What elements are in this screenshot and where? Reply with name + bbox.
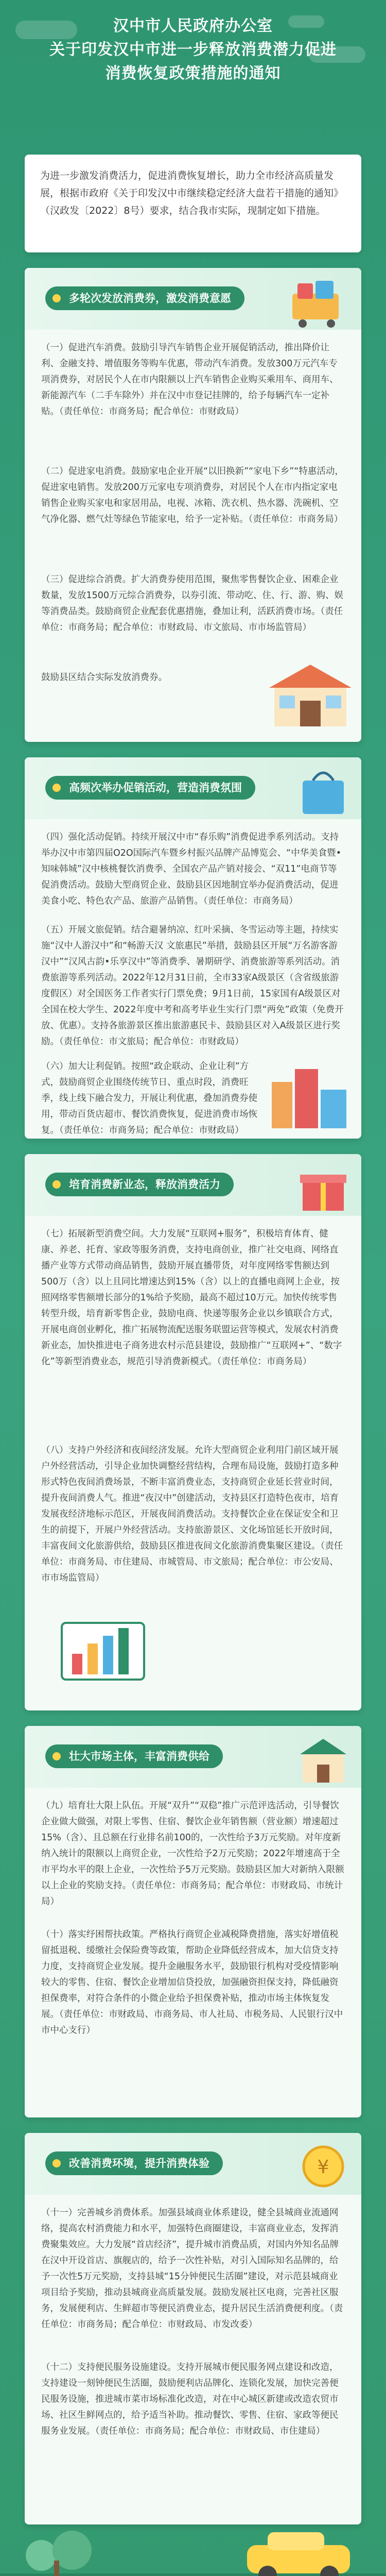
gift-box-icon xyxy=(292,1159,354,1216)
paragraph: （六）加大让利促销。按照“政企联动、企业让利”方式，鼓励商贸企业围绕传统节日、重点时段，消费旺季，线上线下融合发力，开展让利优惠，叠加消费券使用，带动百货店超市、餐饮消费恢复，促进消费市场恢复。（责任单位：市商务局；配合单位：市财政局） xyxy=(41,1061,257,1136)
cloud-decoration xyxy=(15,21,77,39)
shopping-bag-icon xyxy=(292,762,354,819)
bullet-icon xyxy=(52,294,61,302)
section-new-business-forms xyxy=(25,1154,361,1710)
svg-text:¥: ¥ xyxy=(317,2157,329,2178)
paragraph: （七）拓展新型消费空间。大力发展“互联网+服务”，积极培育体育、健康、养老、托育、家政等服务消费，支持电商创业，推广社交电商、网络直播产业等方式带动商品销售，鼓励开展直播带货，对年度网络零售额达到500万（含）以上且同比增速达到15%（含）以上的直播电商网上企业，按照网络零售额增长部分的1%给予奖励，最高不超过10万元。加快传统零售转型升级，培育新零售企业，鼓励电商、快递等服务企业以乡镇联合方式，开展电商创业孵化，推广拓展物流配送服务联盟运营等模式，发展农村消费新业态，加快推进电子商务进农村示范县建设，鼓励推广“互联网+”、“数字化”等新型消费业态，规范引导消费新模式。（责任单位：市商务局） xyxy=(41,1229,342,1367)
title-line-1: 汉中市人民政府办公室 xyxy=(113,17,273,35)
cloud-decoration xyxy=(309,46,365,63)
section-title: 壮大市场主体，丰富消费供给 xyxy=(45,1744,223,1768)
paragraph: （十）落实纾困帮扶政策。严格执行商贸企业减税降费措施，落实好增值税留抵退税、缓缴社会保险费等政策，帮助企业降低经营成本，加大信贷支持力度，支持商贸企业发展。提升金融服务水平，鼓励银行机构对受疫情影响较大的零售、住宿、餐饮企业增加信贷投放，加强融资担保支持，降低融资担保费率，对符合条件的小微企业给予担保费补贴，推动市场主体恢复发展。（责任单位：市财政局、市商务局、市人社局、市税务局、人民银行汉中市中心支行） xyxy=(41,1929,343,2036)
paragraph: （三）促进综合消费。扩大消费券使用范围，聚焦零售餐饮企业、困难企业数量，发放1500万元综合消费券，以券引流、带动吃、住、行、游、购、娱等消费品类。鼓励商贸企业配套优惠措施，叠加让利，活跃消费市场。（责任单位：市商务局；配合单位：市财政局、市文旅局、市市场监管局） xyxy=(41,574,344,633)
bullet-icon xyxy=(52,784,61,792)
section-consumption-vouchers xyxy=(25,268,361,742)
paragraph: 鼓励县区结合实际发放消费券。 xyxy=(41,672,167,683)
section-promotions xyxy=(25,757,361,1139)
city-buildings-illustration xyxy=(267,1061,354,1128)
cloud-decoration xyxy=(288,15,324,28)
paragraph: （八）支持户外经济和夜间经济发展。允许大型商贸企业利用门前区域开展户外经营活动，引导企业加快调整经营结构，合理布局设施，鼓励打造多种形式特色夜间消费场景，不断丰富消费业态，支持商贸企业延长营业时间，提升夜间消费人气。推进“夜汉中”创建活动，支持县区打造特色夜市，培育发展夜经济地标示范区，开展夜间消费活动。支持餐饮企业在保证安全和卫生的前提下，开展户外经营活动。支持旅游景区、文化场馆延长开放时间，丰富夜间文化旅游供给，鼓励县区推进夜间文化旅游消费集聚区建设。（责任单位：市商务局、市住建局、市城管局、市文旅局；配合单位：市公安局、市市场监管局） xyxy=(41,1445,343,1583)
paragraph: （五）开展文旅促销。结合避暑纳凉、红叶采摘、冬雪运动等主题，持续实施“汉中人游汉中”和“畅游天汉 文旅惠民”举措，鼓励县区开展“万名游客游汉中”“汉风古韵•乐享汉中”等消费季、暑期研学、消费旅游等系列活动。消费旅游等系列活动。2022年12月31日前，全市33家A级景区（含省级旅游度假区）对全国医务工作者实行门票免费；9月1日前，15家国有A级景区对全国在校大学生、2022年度中考和高考毕业生实行门票“两免”政策（免费开放、优惠）。支持各旅游景区推出旅游惠民卡、鼓励县区对入A级景区进行奖励。（责任单位：市文旅局；配合单位：市财政局） xyxy=(41,925,344,1047)
title-line-3: 消费恢复政策措施的通知 xyxy=(105,64,281,82)
section-title: 高频次举办促销活动，营造消费氛围 xyxy=(45,776,255,800)
section-title: 改善消费环境，提升消费体验 xyxy=(45,2151,223,2175)
section-market-entities xyxy=(25,1726,361,2117)
intro-card: 为进一步激发消费活力，促进消费恢复增长，助力全市经济高质量发展，根据市政府《关于印发汉中市继续稳定经济大盘若干措施的通知》（汉政发〔2022〕8号）要求，结合我市实际，现制定如下措施。 xyxy=(25,155,361,252)
section-title: 多轮次发放消费券，激发消费意愿 xyxy=(45,286,244,310)
page-title xyxy=(0,0,386,86)
header xyxy=(0,0,386,139)
title-line-2: 关于印发汉中市进一步释放消费潜力促进 xyxy=(49,41,337,59)
bullet-icon xyxy=(52,1752,61,1760)
bullet-icon xyxy=(52,1180,61,1189)
section-consumption-environment xyxy=(25,2133,361,2524)
footer-car-illustration xyxy=(0,2524,386,2576)
storefront-illustration xyxy=(267,659,354,732)
paragraph: （十一）完善城乡消费体系。加强县域商业体系建设，健全县城商业流通网络，提高农村消费能力和水平，加强特色商圈建设，丰富商业业态，发挥消费聚集效应。大力发展“首店经济”，提升城市消费品质，对国内外知名品牌在汉中开设首店、旗舰店的，给予一次性补贴，对引入国际知名品牌的，给予一次性5万元奖励，支持县城“15分钟便民生活圈”建设，对示范县城商业项目给予奖励，推动县城商业高质量发展。鼓励发展社区电商，完善社区服务，发展便利店、生鲜超市等便民消费业态，提升居民生活消费便利度。（责任单位：市商务局；配合单位：市财政局、市发改委） xyxy=(41,2208,343,2330)
paragraph: （九）培育壮大限上队伍。开展“双升”“双稳”推广示范评选活动，引导餐饮企业做大做强，对限上零售、住宿、餐饮企业年销售额（营业额）增速超过15%（含）、且总额在行业排名前100的，一次性给予3万元奖励。对年度新纳入统计的限额以上商贸企业，一次性给予2万元奖励；2022年增速高于全市平均水平的限上企业，一次性给予5万元奖励。鼓励县区加大对新纳入限额以上企业的奖励支持。（责任单位：市商务局；配合单位：市财政局、市统计局） xyxy=(41,1801,344,1907)
paragraph: （四）强化活动促销。持续开展汉中市“春乐购”消费促进季系列活动。支持举办汉中市第四届O2O国际汽车暨乡村振兴品牌产品博览会、“中华美食暨•知味韩城”汉中核桃餐饮消费季、全国农产品产销对接会、“双11”电商节等促消费活动。鼓励大型商贸企业、鼓励县区因地制宜举办促消费活动，促进美食小吃、特色农产品、旅游产品销售。（责任单位：市商务局） xyxy=(41,832,342,906)
shop-icon xyxy=(292,1731,354,1788)
paragraph: （一）促进汽车消费。鼓励引导汽车销售企业开展促销活动，推出降价让利、金融支持、增值服务等购车优惠，带动汽车消费。发放300万元汽车专项消费券，对居民个人在市内限额以上汽车销售企业购买乘用车、商用车、新能源汽车（二手车除外）并在汉中市登记挂牌的，给予每辆汽车一定补贴。（责任单位：市商务局；配合单位：市财政局） xyxy=(41,343,339,417)
shopping-cart-icon xyxy=(282,273,354,330)
bullet-icon xyxy=(52,2159,61,2167)
paragraph: （十二）支持便民服务设施建设。支持开展城市便民服务网点建设和改造，支持建设一刻钟便民生活圈，鼓励便利店品牌化、连锁化发展，加快完善便民服务设施，推进城市菜市场标准化改造，对在中心城区新建或改造农贸市场、社区生鲜网点的，给予适当补助。推动餐饮、零售、住宿、家政等便民服务业发展。（责任单位：市商务局；配合单位：市财政局、市住建局） xyxy=(41,2362,339,2436)
paragraph: （二）促进家电消费。鼓励家电企业开展“以旧换新”“家电下乡”“特惠活动，促进家电销售。发放200万元家电专项消费券，对居民个人在市内指定家电销售企业购买家电和家居用品，电视、冰箱、洗衣机、热水器、洗碗机、空气净化器、燃气灶等绿色节能家电，给予一定补贴。（责任单位：市商务局） xyxy=(41,466,344,524)
coin-icon xyxy=(292,2138,354,2195)
section-title: 培育消费新业态，释放消费活力 xyxy=(45,1173,234,1196)
ecommerce-illustration xyxy=(41,1607,196,1700)
